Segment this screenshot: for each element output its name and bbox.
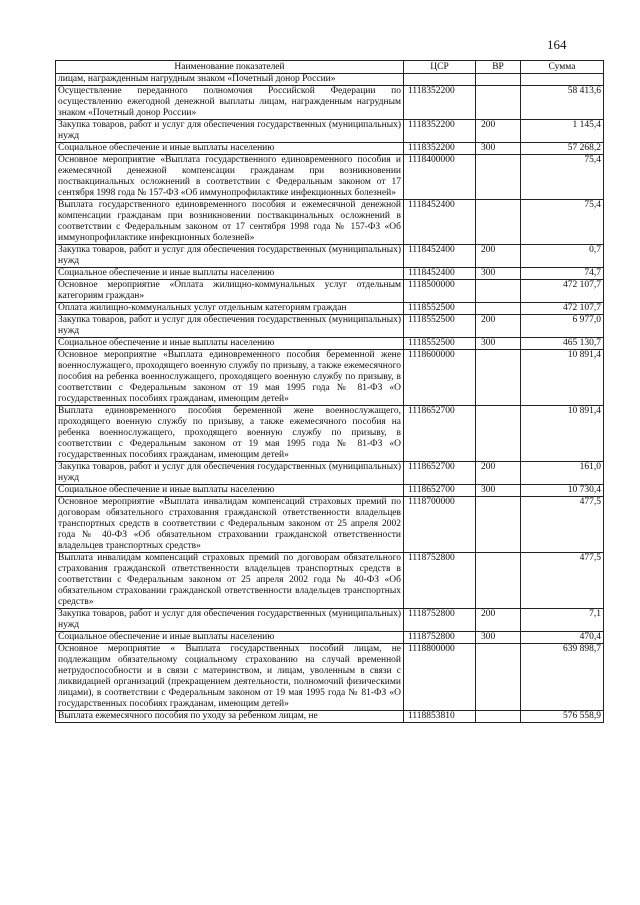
cell-csr: 1118352200 (404, 143, 476, 155)
cell-vr: 200 (476, 609, 521, 632)
cell-name: Основное мероприятие «Выплата государственного единовременного пособия и ежемесячной денежной компенсации гражданам при возникновении поствакцинальных осложнений в соответствии с Федеральным законом от 17 сентября 1998 года № 157-ФЗ «Об иммунопрофилактике инфекционных болезней» (56, 155, 404, 200)
cell-sum: 470,4 (521, 632, 604, 644)
cell-name: Закупка товаров, работ и услуг для обеспечения государственных (муниципальных) нужд (56, 609, 404, 632)
cell-csr: 1118552500 (404, 315, 476, 338)
cell-vr (476, 74, 521, 86)
cell-vr: 300 (476, 143, 521, 155)
cell-sum (521, 74, 604, 86)
cell-csr: 1118352200 (404, 120, 476, 143)
table-row (56, 120, 604, 143)
cell-csr: 1118652700 (404, 406, 476, 462)
table-row (56, 609, 604, 632)
table-row (56, 74, 604, 86)
cell-csr: 1118452400 (404, 200, 476, 245)
cell-csr (404, 74, 476, 86)
cell-csr: 1118452400 (404, 268, 476, 280)
cell-name: Выплата единовременного пособия беременной жене военнослужащего, проходящего военную службу по призыву, а также ежемесячного пособия на ребенка военнослужащего, проходящего военную службу по призыву, в соответствии с Федеральным законом от 19 мая 1995 года № 81-ФЗ «О государственных пособиях гражданам, имеющим детей» (56, 406, 404, 462)
table-row (56, 553, 604, 609)
cell-vr (476, 200, 521, 245)
table-row (56, 268, 604, 280)
table-row (56, 245, 604, 268)
cell-sum: 0,7 (521, 245, 604, 268)
cell-vr (476, 497, 521, 553)
cell-vr (476, 303, 521, 315)
cell-sum: 477,5 (521, 553, 604, 609)
cell-name: Выплата государственного единовременного пособия и ежемесячной денежной компенсации гражданам при возникновении поствакцинальных осложнений в соответствии с Федеральным законом от 17 сентября 1998 года № 157-ФЗ «Об иммунопрофилактике инфекционных болезней» (56, 200, 404, 245)
cell-vr: 300 (476, 268, 521, 280)
page-number: 164 (547, 37, 567, 52)
cell-name: Осуществление переданного полномочия Российской Федерации по осуществлению ежегодной денежной выплаты лицам, награжденным нагрудным знаком «Почетный донор России» (56, 86, 404, 120)
table-row (56, 632, 604, 644)
cell-sum: 1 145,4 (521, 120, 604, 143)
cell-name: Закупка товаров, работ и услуг для обеспечения государственных (муниципальных) нужд (56, 462, 404, 485)
cell-vr (476, 155, 521, 200)
cell-name: Основное мероприятие « Выплата государственных пособий лицам, не подлежащим обязательному социальному страхованию на случай временной нетрудоспособности и в связи с материнством, и лицам, уволенным в связи с ликвидацией организаций (прекращением деятельности, полномочий физическими лицами), в соответствии с Федеральным законом от 19 мая 1995 года № 81-ФЗ «О государственных пособиях гражданам, имеющим детей» (56, 644, 404, 711)
cell-csr: 1118752800 (404, 632, 476, 644)
cell-csr: 1118752800 (404, 609, 476, 632)
cell-vr: 200 (476, 462, 521, 485)
cell-csr: 1118400000 (404, 155, 476, 200)
cell-vr: 200 (476, 315, 521, 338)
cell-csr: 1118700000 (404, 497, 476, 553)
cell-sum: 576 558,9 (521, 711, 604, 723)
table-row (56, 315, 604, 338)
table-row (56, 143, 604, 155)
cell-csr: 1118600000 (404, 350, 476, 406)
cell-name: лицам, награжденным нагрудным знаком «Почетный донор России» (56, 74, 404, 86)
table-row (56, 497, 604, 553)
cell-vr: 300 (476, 632, 521, 644)
table-row (56, 338, 604, 350)
budget-table (55, 60, 604, 723)
column-header-name: Наименование показателей (56, 61, 404, 74)
table-header (56, 61, 604, 74)
cell-vr (476, 711, 521, 723)
cell-name: Закупка товаров, работ и услуг для обеспечения государственных (муниципальных) нужд (56, 315, 404, 338)
cell-sum: 472 107,7 (521, 280, 604, 303)
table-row (56, 303, 604, 315)
cell-name: Основное мероприятие «Выплата инвалидам компенсаций страховых премий по договорам обязательного страхования гражданской ответственности владельцев транспортных средств в соответствии с Федеральным законом от 25 апреля 2002 года № 40-ФЗ «Об обязательном страховании гражданской ответственности владельцев транспортных средств» (56, 497, 404, 553)
cell-sum: 10 730,4 (521, 485, 604, 497)
table-row (56, 711, 604, 723)
table-row (56, 644, 604, 711)
cell-sum: 75,4 (521, 155, 604, 200)
cell-sum: 74,7 (521, 268, 604, 280)
cell-csr: 1118652700 (404, 485, 476, 497)
cell-csr: 1118352200 (404, 86, 476, 120)
cell-vr: 200 (476, 120, 521, 143)
table-row (56, 485, 604, 497)
cell-name: Социальное обеспечение и иные выплаты населению (56, 338, 404, 350)
cell-vr (476, 406, 521, 462)
cell-name: Выплата инвалидам компенсаций страховых премий по договорам обязательного страхования гражданской ответственности владельцев транспортных средств в соответствии с Федеральным законом от 25 апреля 2002 года № 40-ФЗ «Об обязательном страховании гражданской ответственности владельцев транспортных средств» (56, 553, 404, 609)
cell-sum: 6 977,0 (521, 315, 604, 338)
cell-name: Оплата жилищно-коммунальных услуг отдельным категориям граждан (56, 303, 404, 315)
table-row (56, 86, 604, 120)
cell-csr: 1118552500 (404, 303, 476, 315)
cell-vr (476, 280, 521, 303)
cell-csr: 1118853810 (404, 711, 476, 723)
cell-csr: 1118452400 (404, 245, 476, 268)
cell-name: Выплата ежемесячного пособия по уходу за ребенком лицам, не (56, 711, 404, 723)
table-row (56, 350, 604, 406)
cell-csr: 1118652700 (404, 462, 476, 485)
cell-sum: 465 130,7 (521, 338, 604, 350)
cell-sum: 10 891,4 (521, 350, 604, 406)
cell-sum: 10 891,4 (521, 406, 604, 462)
column-header-csr: ЦСР (404, 61, 476, 74)
table-row (56, 280, 604, 303)
cell-sum: 477,5 (521, 497, 604, 553)
cell-vr: 300 (476, 338, 521, 350)
cell-csr: 1118800000 (404, 644, 476, 711)
cell-vr (476, 350, 521, 406)
table-body (56, 74, 604, 723)
cell-sum: 161,0 (521, 462, 604, 485)
cell-sum: 7,1 (521, 609, 604, 632)
table-row (56, 406, 604, 462)
column-header-vr: ВР (476, 61, 521, 74)
cell-csr: 1118500000 (404, 280, 476, 303)
cell-name: Социальное обеспечение и иные выплаты населению (56, 268, 404, 280)
cell-name: Социальное обеспечение и иные выплаты населению (56, 632, 404, 644)
cell-sum: 639 898,7 (521, 644, 604, 711)
cell-name: Социальное обеспечение и иные выплаты населению (56, 485, 404, 497)
cell-name: Основное мероприятие «Выплата единовременного пособия беременной жене военнослужащего, проходящего военную службу по призыву, а также ежемесячного пособия на ребенка военнослужащего, проходящего военную службу по призыву, в соответствии с Федеральным законом от 19 мая 1995 года № 81-ФЗ «О государственных пособиях гражданам, имеющим детей» (56, 350, 404, 406)
cell-sum: 57 268,2 (521, 143, 604, 155)
table-row (56, 200, 604, 245)
cell-vr: 300 (476, 485, 521, 497)
cell-vr (476, 644, 521, 711)
cell-csr: 1118552500 (404, 338, 476, 350)
column-header-sum: Сумма (521, 61, 604, 74)
cell-name: Закупка товаров, работ и услуг для обеспечения государственных (муниципальных) нужд (56, 245, 404, 268)
cell-sum: 58 413,6 (521, 86, 604, 120)
cell-sum: 472 107,7 (521, 303, 604, 315)
table-row (56, 462, 604, 485)
cell-vr (476, 86, 521, 120)
cell-vr: 200 (476, 245, 521, 268)
cell-name: Основное мероприятие «Оплата жилищно-коммунальных услуг отдельным категориям граждан» (56, 280, 404, 303)
cell-vr (476, 553, 521, 609)
cell-sum: 75,4 (521, 200, 604, 245)
cell-csr: 1118752800 (404, 553, 476, 609)
cell-name: Закупка товаров, работ и услуг для обеспечения государственных (муниципальных) нужд (56, 120, 404, 143)
table-row (56, 155, 604, 200)
cell-name: Социальное обеспечение и иные выплаты населению (56, 143, 404, 155)
